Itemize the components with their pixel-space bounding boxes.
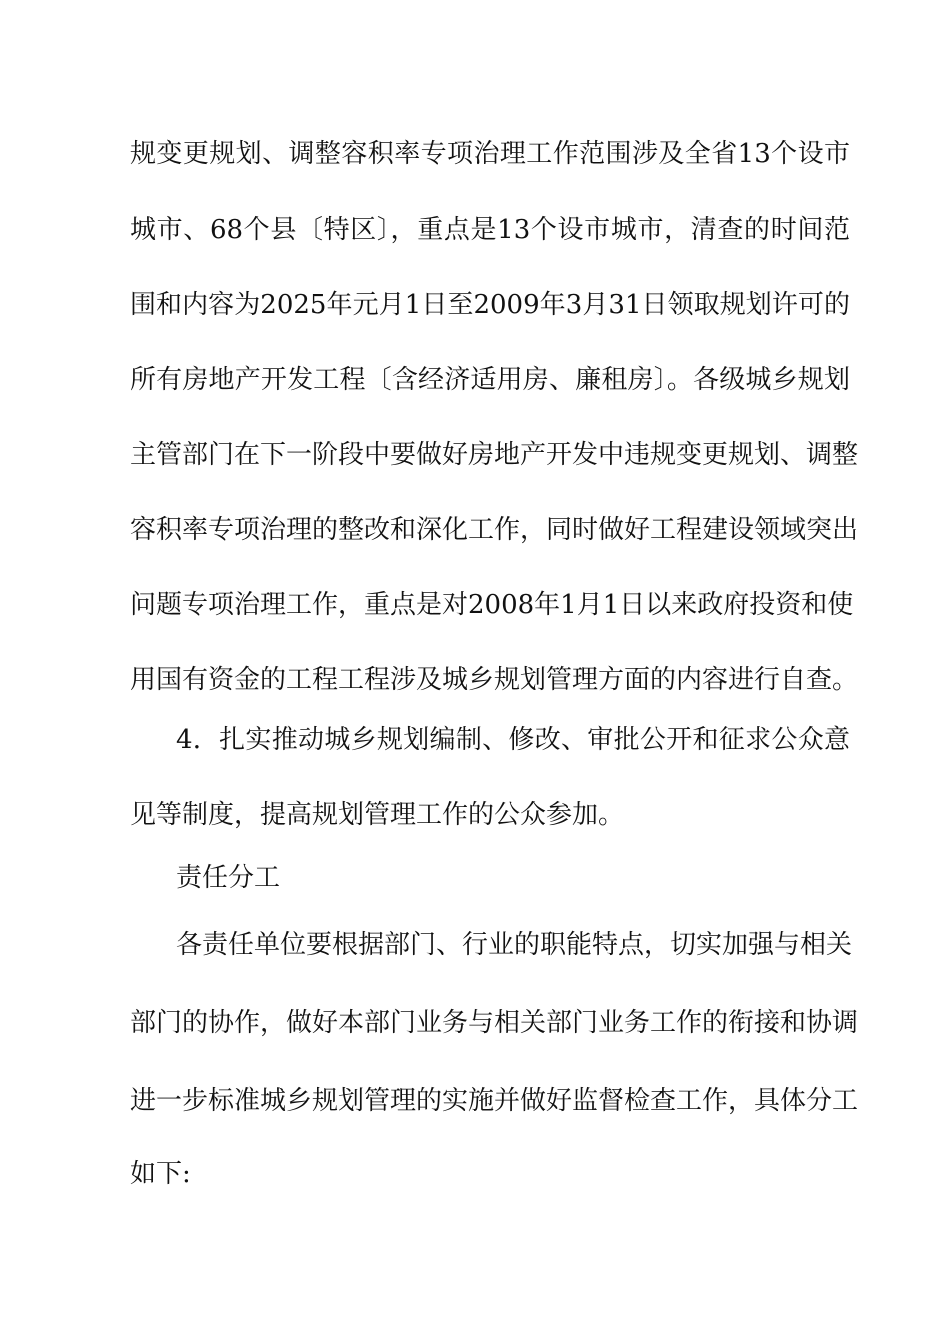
paragraph-line-6: 容积率专项治理的整改和深化工作，同时做好工程建设领域突出 xyxy=(130,515,859,545)
paragraph-line-13: 部门的协作，做好本部门业务与相关部门业务工作的衔接和协调 xyxy=(130,1008,859,1038)
paragraph-line-14: 进一步标准城乡规划管理的实施并做好监督检查工作，具体分工 xyxy=(130,1086,859,1116)
paragraph-line-1: 规变更规划、调整容积率专项治理工作范围涉及全省13个设市 xyxy=(130,139,850,169)
paragraph-line-5: 主管部门在下一阶段中要做好房地产开发中违规变更规划、调整 xyxy=(130,440,859,470)
paragraph-line-3: 围和内容为2025年元月1日至2009年3月31日领取规划许可的 xyxy=(130,290,850,320)
paragraph-line-4: 所有房地产开发工程〔含经济适用房、廉租房〕。各级城乡规划 xyxy=(130,365,850,395)
paragraph-line-15: 如下: xyxy=(130,1159,191,1189)
paragraph-line-9: 4．扎实推动城乡规划编制、修改、审批公开和征求公众意 xyxy=(176,725,850,755)
paragraph-line-7: 问题专项治理工作，重点是对2008年1月1日以来政府投资和使 xyxy=(130,590,854,620)
section-heading-responsibility: 责任分工 xyxy=(176,863,281,893)
paragraph-line-8: 用国有资金的工程工程涉及城乡规划管理方面的内容进行自查。 xyxy=(130,665,859,695)
paragraph-line-12: 各责任单位要根据部门、行业的职能特点，切实加强与相关 xyxy=(176,930,853,960)
paragraph-line-2: 城市、68个县〔特区〕，重点是13个设市城市，清查的时间范 xyxy=(130,215,850,245)
paragraph-line-10: 见等制度，提高规划管理工作的公众参加。 xyxy=(130,800,625,830)
